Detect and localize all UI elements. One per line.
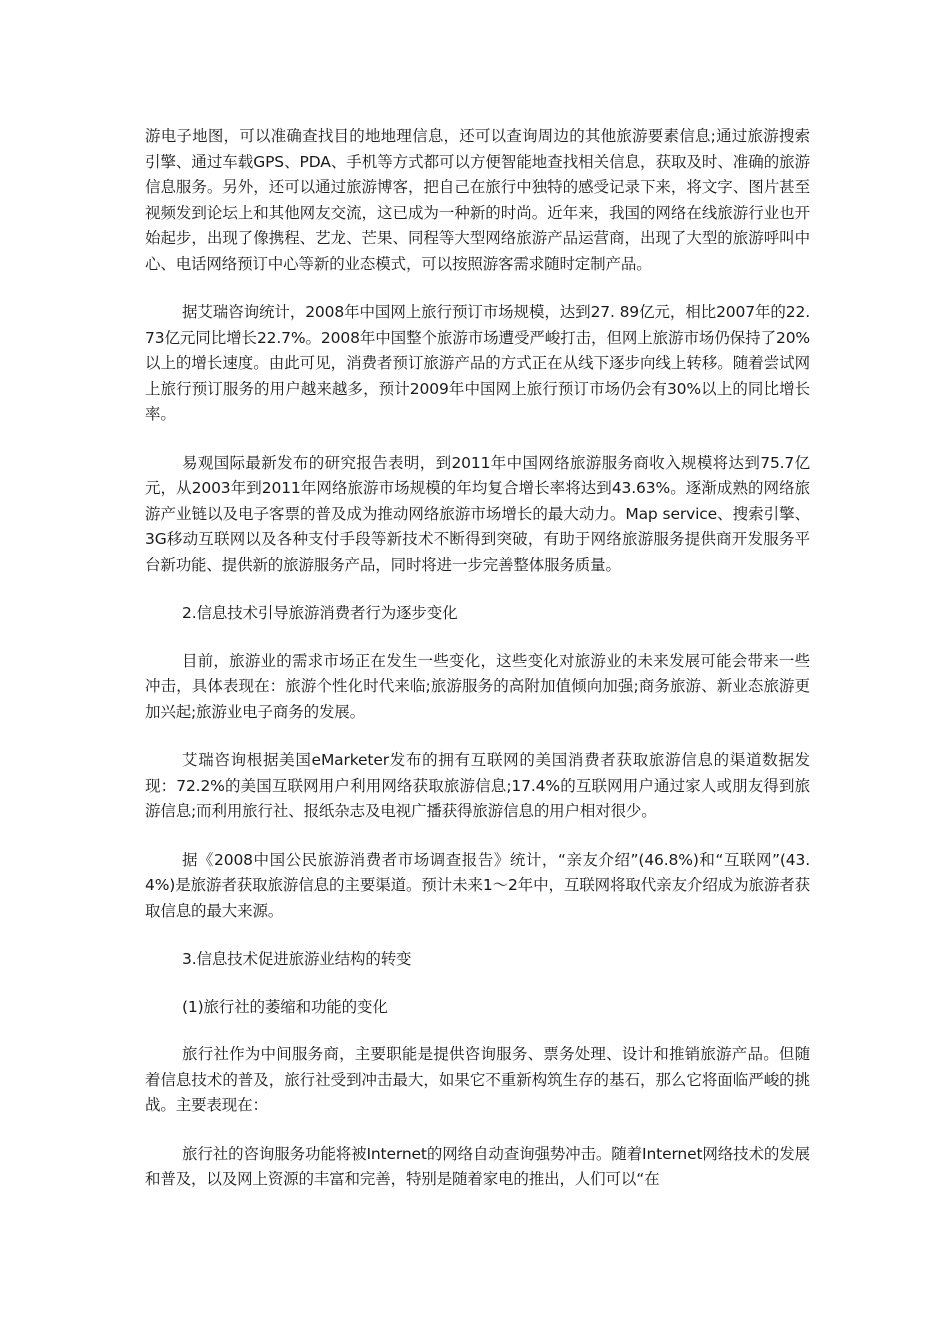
- subsection-heading-1: (1)旅行社的萎缩和功能的变化: [182, 997, 388, 1016]
- paragraph-travel-agency-role: 旅行社作为中间服务商，主要职能是提供咨询服务、票务处理、设计和推销旅游产品。但随着信息技术的普及，旅行社受到冲击最大，如果它不重新构筑生存的基石，那么它将面临严峻的挑战。主要表现在：: [145, 1045, 810, 1114]
- paragraph-online-travel-tools: 游电子地图，可以准确查找目的地地理信息，还可以查询周边的其他旅游要素信息;通过旅游搜索引擎、通过车载GPS、PDA、手机等方式都可以方便智能地查找相关信息，获取及时、准确的旅游信息服务。另外，还可以通过旅游博客，把自己在旅行中独特的感受记录下来，将文字、图片甚至视频发到论坛上和其他网友交流，这已成为一种新的时尚。近年来，我国的网络在线旅游行业也开始起步，出现了像携程、艺龙、芒果、同程等大型网络旅游产品运营商，出现了大型的旅游呼叫中心、电话网络预订中心等新的业态模式，可以按照游客需求随时定制产品。: [145, 127, 810, 273]
- section-heading-2: 2.信息技术引导旅游消费者行为逐步变化: [182, 604, 458, 622]
- paragraph-iresearch-statistics: 据艾瑞咨询统计，2008年中国网上旅行预订市场规模，达到27. 89亿元，相比2007年的22.73亿元同比增长22.7%。2008年中国整个旅游市场遭受严峻打击，但网上旅游市场仍保持了20%以上的增长速度。由此可见，消费者预订旅游产品的方式正在从线下逐步向线上转移。随着尝试网上旅行预订服务的用户越来越多，预计2009年中国网上旅行预订市场仍会有30%以上的同比增长率。: [145, 303, 810, 423]
- section-heading-3: 3.信息技术促进旅游业结构的转变: [182, 950, 412, 968]
- document-page: [145, 124, 810, 1216]
- paragraph-internet-impact: 旅行社的咨询服务功能将被Internet的网络自动查询强势冲击。随着Internet网络技术的发展和普及，以及网上资源的丰富和完善，特别是随着家电的推出，人们可以“在: [145, 1144, 810, 1188]
- paragraph-analysys-report: 易观国际最新发布的研究报告表明，到2011年中国网络旅游服务商收入规模将达到75.7亿元，从2003年到2011年网络旅游市场规模的年均复合增长率将达到43.63%。逐渐成熟的网络旅游产业链以及电子客票的普及成为推动网络旅游市场增长的最大动力。Map service、搜索引擎、3G移动互联网以及各种支付手段等新技术不断得到突破，有助于网络旅游服务提供商开发服务平台新功能、提供新的旅游服务产品，同时将进一步完善整体服务质量。: [145, 453, 810, 574]
- paragraph-2008-survey: 据《2008中国公民旅游消费者市场调查报告》统计，“亲友介绍”(46.8%)和“互联网”(43.4%)是旅游者获取旅游信息的主要渠道。预计未来1～2年中，互联网将取代亲友介绍成为旅游者获取信息的最大来源。: [145, 850, 810, 920]
- paragraph-demand-changes: 目前，旅游业的需求市场正在发生一些变化，这些变化对旅游业的未来发展可能会带来一些冲击，具体表现在：旅游个性化时代来临;旅游服务的高附加值倾向加强;商务旅游、新业态旅游更加兴起;旅游业电子商务的发展。: [145, 651, 810, 721]
- paragraph-emarketer-data: 艾瑞咨询根据美国eMarketer发布的拥有互联网的美国消费者获取旅游信息的渠道数据发现：72.2%的美国互联网用户利用网络获取旅游信息;17.4%的互联网用户通过家人或朋友得到旅游信息;而利用旅行社、报纸杂志及电视广播获得旅游信息的用户相对很少。: [145, 751, 810, 820]
